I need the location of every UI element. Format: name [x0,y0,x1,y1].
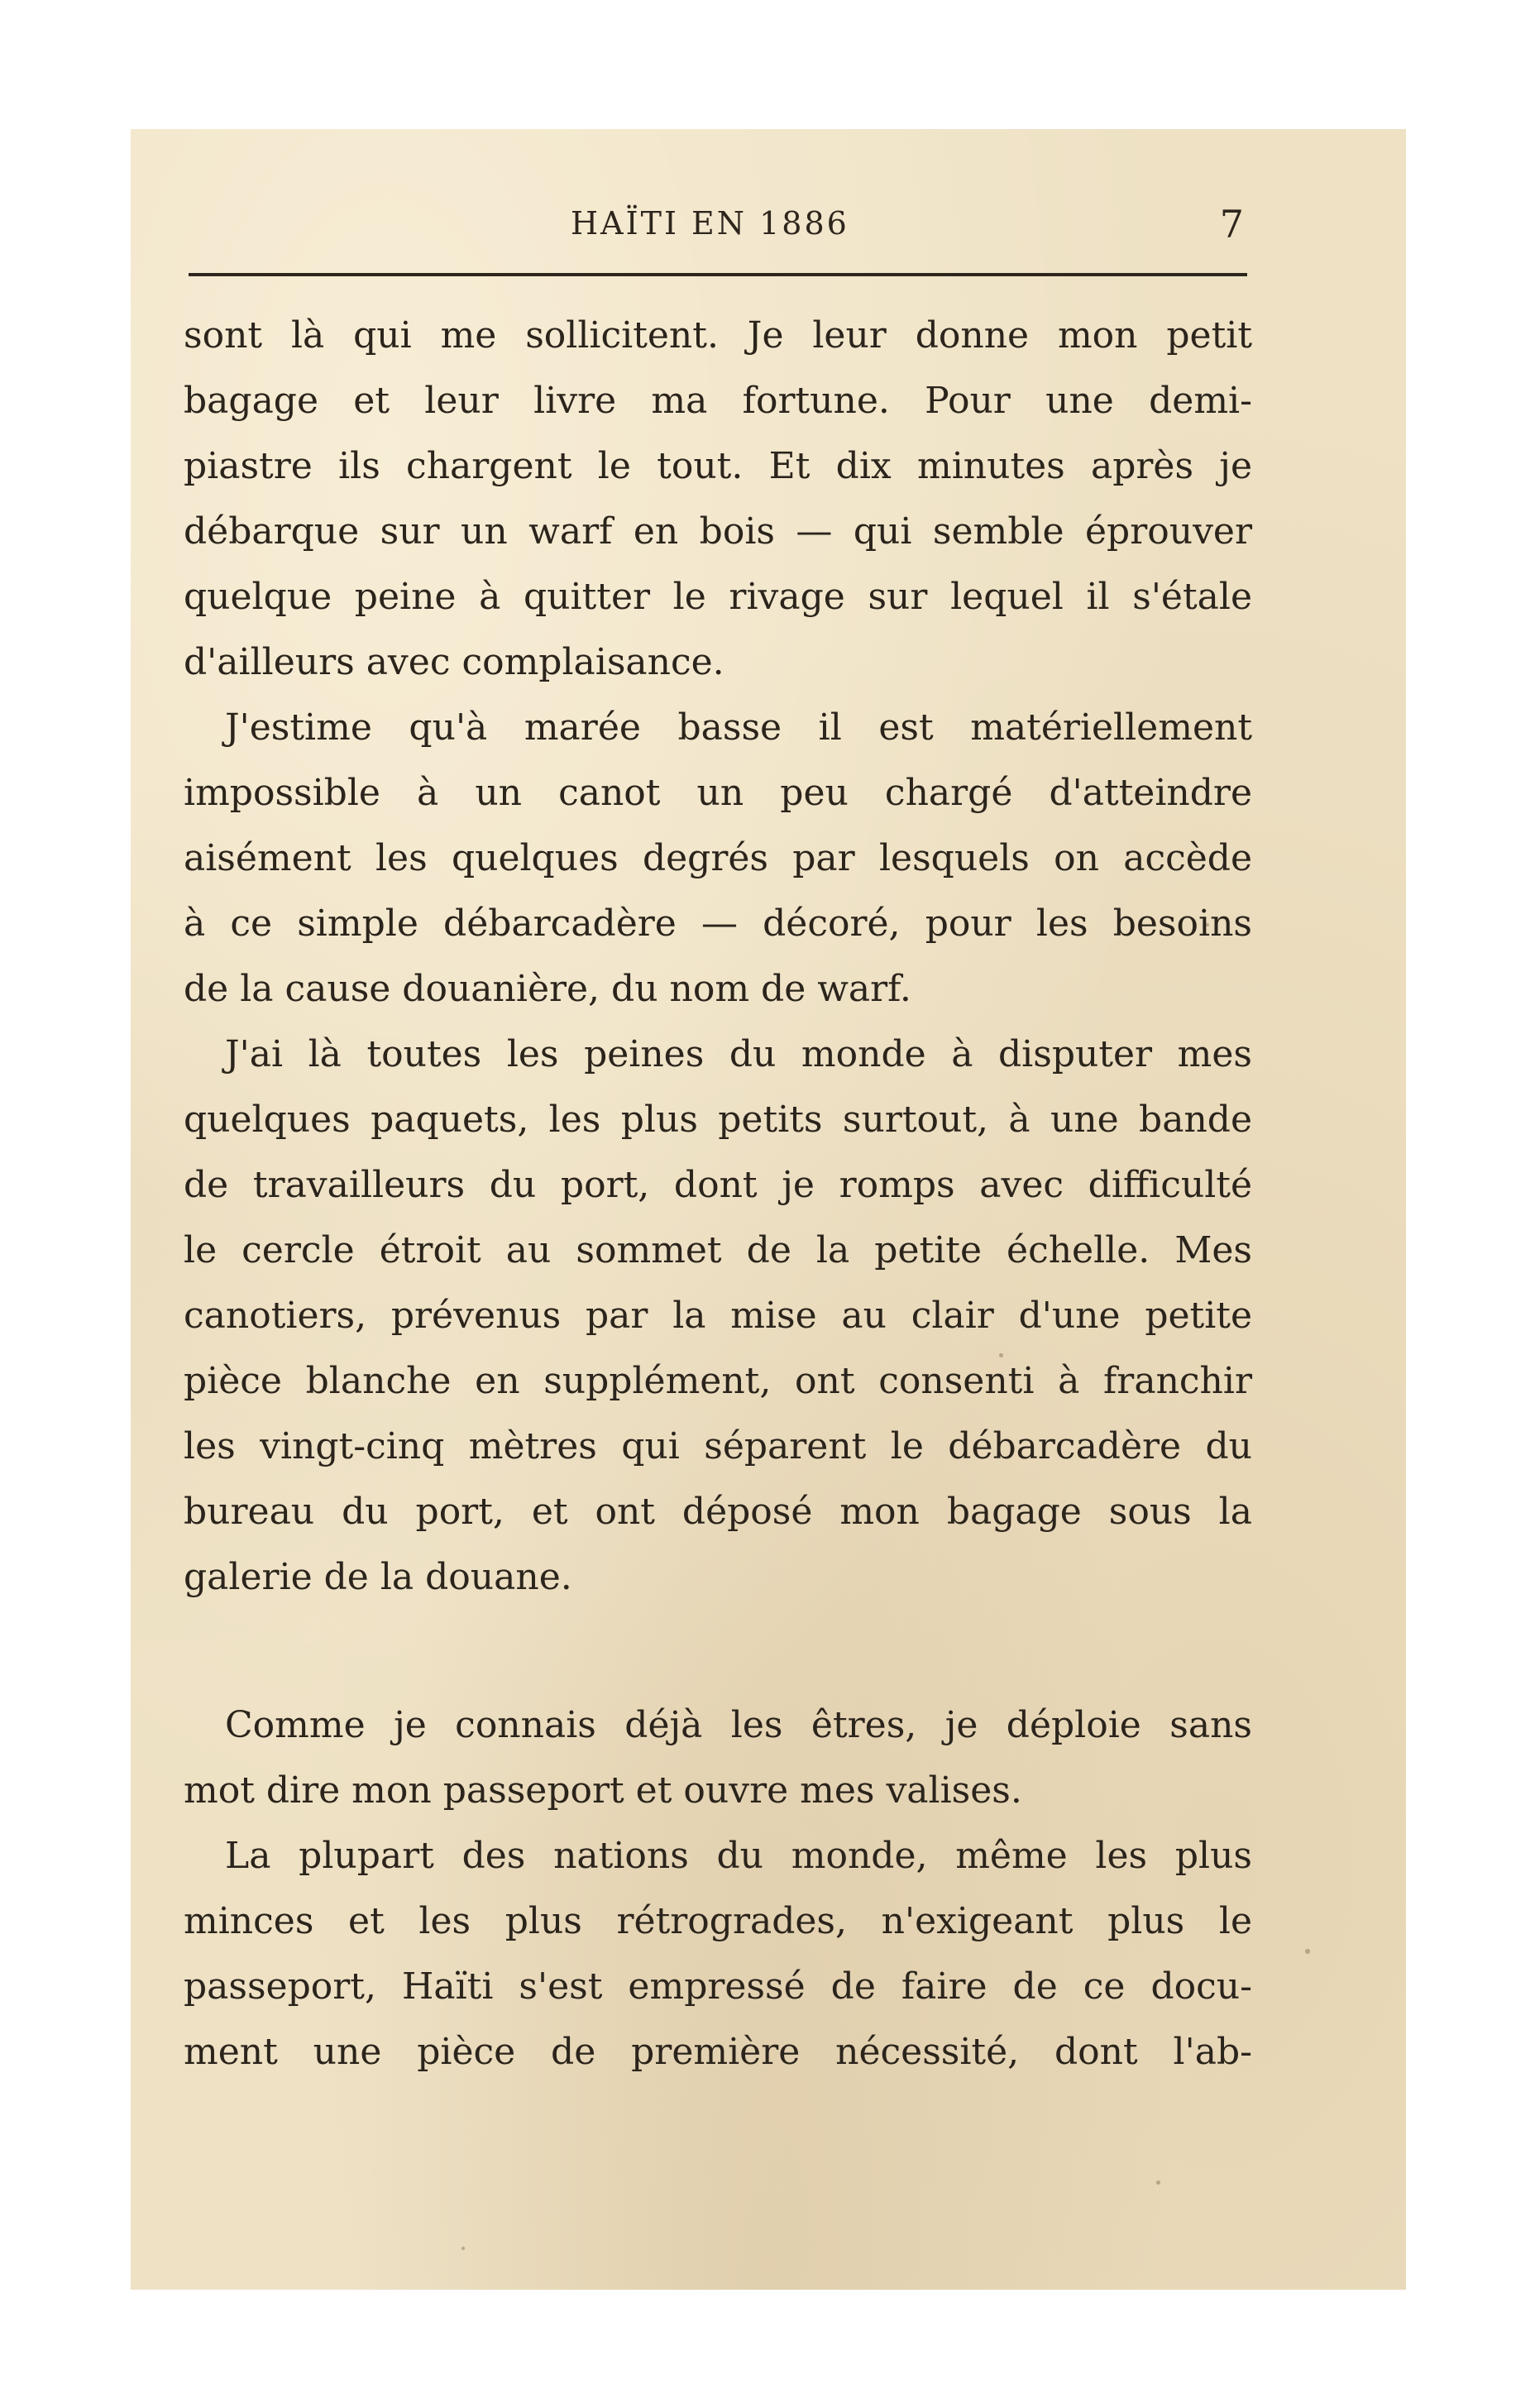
text-line: quelques paquets, les plus petits surtout, à une bande [184,1099,1252,1141]
book-page [131,129,1406,2290]
text-line: ment une pièce de première nécessité, dont l'ab- [184,2031,1252,2073]
page-number: 7 [1219,202,1244,247]
text-line: La plupart des nations du monde, même les plus [225,1835,1252,1877]
paper-speck [999,1353,1003,1357]
header-rule [189,273,1247,276]
running-head: HAÏTI EN 1886 [571,205,849,242]
text-line: impossible à un canot un peu chargé d'atteindre [184,772,1252,814]
paper-speck [1206,923,1209,926]
text-line: canotiers, prévenus par la mise au clair d'une petite [184,1295,1252,1337]
text-line: minces et les plus rétrogrades, n'exigeant plus le [184,1900,1252,1942]
text-line: J'ai là toutes les peines du monde à disputer mes [225,1033,1252,1075]
paper-speck [461,2247,465,2250]
text-line: passeport, Haïti s'est empressé de faire de ce docu- [184,1965,1252,2008]
text-line: bagage et leur livre ma fortune. Pour une demi- [184,380,1252,422]
text-line: pièce blanche en supplément, ont consenti à franchir [184,1360,1252,1402]
text-line: galerie de la douane. [184,1556,572,1598]
paper-speck [1156,2181,1160,2185]
text-line: de travailleurs du port, dont je romps avec difficulté [184,1164,1252,1206]
text-line: à ce simple débarcadère — décoré, pour les besoins [184,902,1252,945]
text-line: bureau du port, et ont déposé mon bagage sous la [184,1491,1252,1533]
text-line: les vingt-cinq mètres qui séparent le débarcadère du [184,1425,1252,1467]
text-line: d'ailleurs avec complaisance. [184,641,724,683]
paper-speck [1305,1949,1310,1954]
text-line: aisément les quelques degrés par lesquels on accède [184,837,1252,879]
text-line: sont là qui me sollicitent. Je leur donne mon petit [184,314,1252,357]
text-line: J'estime qu'à marée basse il est matériellement [225,706,1252,749]
text-line: débarque sur un warf en bois — qui semble éprouver [184,510,1252,553]
text-line: de la cause douanière, du nom de warf. [184,968,911,1010]
text-line: mot dire mon passeport et ouvre mes valises. [184,1769,1022,1812]
text-line: le cercle étroit au sommet de la petite échelle. Mes [184,1229,1252,1271]
text-line: piastre ils chargent le tout. Et dix minutes après je [184,445,1252,487]
text-line: quelque peine à quitter le rivage sur lequel il s'étale [184,576,1252,618]
body-text [184,303,1252,2085]
text-line: Comme je connais déjà les êtres, je déploie sans [225,1704,1252,1746]
paragraph-gap [184,1610,1252,1692]
